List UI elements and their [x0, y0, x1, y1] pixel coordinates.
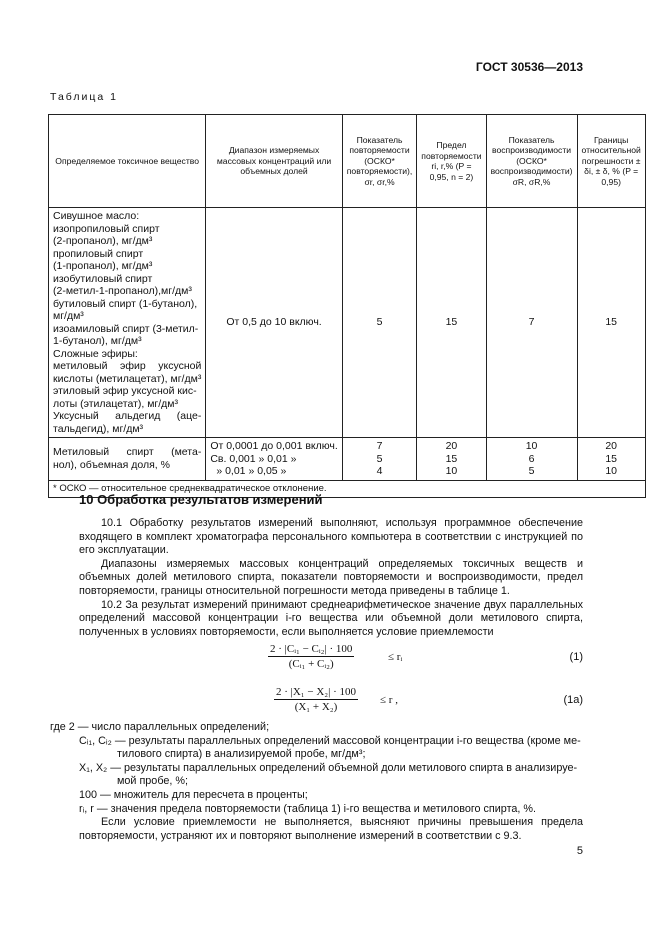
cell-error-bounds: 15 [577, 208, 645, 438]
cell-repeatability-index: 5 [342, 208, 417, 438]
formula-1a-denominator: (X₁ + X₂) [294, 701, 338, 713]
section-body [79, 517, 583, 639]
substance-line: изоамиловый спирт (3-метил- [53, 322, 199, 335]
value: 15 [445, 452, 458, 465]
table-caption: Таблица 1 [50, 91, 118, 103]
range-line: » 0,01 » 0,05 » [216, 465, 287, 477]
document-header: ГОСТ 30536—2013 [475, 60, 583, 74]
where-line-2a: Cᵢ₁, Cᵢ₂ — результаты параллельных определений массовой концентрации i-го вещества (кроме ме- [79, 734, 581, 747]
formula-1-denominator: (Cᵢ₁ + Cᵢ₂) [288, 658, 334, 670]
substance-line: Сивушное масло: [53, 210, 140, 222]
value: 5 [376, 452, 383, 465]
value: 10 [445, 465, 458, 477]
substance-line: лоты (этилацетат), мг/дм³ [53, 397, 179, 410]
value: 7 [376, 440, 383, 452]
formula-1a-fraction [274, 686, 358, 713]
range-line: Св. 0,001 » 0,01 » [210, 452, 297, 465]
value: 5 [528, 465, 535, 477]
value: 10 [525, 440, 538, 452]
page-number: 5 [576, 845, 583, 857]
substance-line: мг/дм³ [53, 310, 84, 322]
where-line-2b: тилового спирта) в анализируемой пробе, мг/дм³; [117, 748, 366, 761]
substance-line: изобутиловый спирт [53, 272, 153, 285]
paragraph-acceptability: Если условие приемлемости не выполняется, выясняют причины превышения предела повторяемости, устраняют их и повторяют выполнение измерений в соответствии с 9.3. [79, 816, 583, 842]
cell-repeatability-limit: 15 [417, 208, 486, 438]
formula-1-rhs: ≤ rᵢ [388, 651, 403, 663]
where-block [50, 721, 583, 843]
formula-1-fraction [268, 643, 354, 670]
header-range: Диапазон измеряемых массовых концентраций или объемных долей [206, 115, 342, 208]
table-row-fusel-oil [49, 208, 646, 438]
where-line-5: rᵢ, r — значения предела повторяемости (таблица 1) i-го вещества и метилового спирта, %. [79, 802, 537, 815]
cell-error-bounds-methanol [577, 438, 645, 481]
substance-line: кислоты (метилацетат), мг/дм³ [53, 372, 202, 385]
substance-line: бутиловый спирт (1-бутанол), [53, 297, 198, 310]
table-header-row [49, 115, 646, 208]
cell-repeatability-limit-methanol [417, 438, 486, 481]
substance-line: Уксусный альдегид (аце- [53, 410, 202, 422]
range-line: От 0,0001 до 0,001 включ. [210, 440, 338, 452]
paragraph-10-1: 10.1 Обработку результатов измерений выполняют, используя программное обеспечение входящего в комплект хроматографа персонального компьютера в соответствии с инструкцией по его эксплуатации. [79, 517, 583, 557]
substance-line: нол), объемная доля, % [53, 458, 170, 471]
formula-1-number: (1) [569, 651, 583, 663]
where-line-4: 100 — множитель для пересчета в проценты; [79, 788, 308, 801]
paragraph-ranges: Диапазоны измеряемых массовых концентраций определяемых токсичных веществ и объемных долей метилового спирта, показатели повторяемости и воспроизводимости, предел повторяемости, границы относительной погрешности метода приведены в таблице 1. [79, 557, 583, 597]
cell-substance-list [49, 208, 206, 438]
substance-line: 1-бутанол), мг/дм³ [53, 335, 142, 347]
substance-line: (2-пропанол), мг/дм³ [53, 235, 153, 247]
table-1 [48, 114, 646, 498]
substance-line: Сложные эфиры: [53, 347, 138, 360]
substance-line: тальдегид), мг/дм³ [53, 422, 144, 435]
substance-line: Метиловый спирт (мета- [53, 446, 202, 459]
formula-1a-rhs: ≤ r , [380, 694, 398, 706]
substance-line: метиловый эфир уксусной [53, 360, 202, 372]
formula-1-numerator: 2 · |Cᵢ₁ − Cᵢ₂| · 100 [270, 643, 353, 655]
value: 15 [605, 452, 618, 465]
header-error-bounds: Границы относительной погрешности ± δi, ± δ, % (P = 0,95) [577, 115, 645, 208]
cell-range: От 0,5 до 10 включ. [206, 208, 342, 438]
value: 4 [376, 465, 383, 477]
where-line-3b: мой пробе, %; [117, 775, 188, 788]
substance-line: изопропиловый спирт [53, 222, 160, 235]
value: 20 [445, 440, 458, 452]
header-repeatability-index: Показатель повторяемости (ОСКО* повторяемости), σr, σr,% [342, 115, 417, 208]
header-substance: Определяемое токсичное вещество [49, 115, 206, 208]
cell-repeatability-index-methanol [342, 438, 417, 481]
paragraph-10-2: 10.2 За результат измерений принимают среднеарифметическое значение двух параллельных определений массовой концентрации i-го вещества или объемной доли метилового спирта, полученных в условиях повторяемости, если выполняется условие приемлемости [79, 598, 583, 638]
cell-substance-methanol [49, 438, 206, 481]
formula-1a-number: (1а) [563, 694, 583, 706]
formula-1a-numerator: 2 · |X₁ − X₂| · 100 [276, 686, 356, 698]
substance-line: этиловый эфир уксусной кис- [53, 385, 197, 397]
section-title: 10 Обработка результатов измерений [79, 492, 323, 507]
substance-line: пропиловый спирт [53, 247, 144, 260]
cell-reproducibility-index: 7 [486, 208, 577, 438]
header-reproducibility-index: Показатель воспроизводимости (ОСКО* воспроизводимости) σR, σR,% [486, 115, 577, 208]
value: 10 [605, 465, 618, 477]
cell-range-methanol [206, 438, 342, 481]
table-footnote: * ОСКО — относительное среднеквадратическое отклонение. [49, 480, 646, 498]
where-line-1: где 2 — число параллельных определений; [50, 721, 270, 733]
where-line-3a: X₁, X₂ — результаты параллельных определений объемной доли метилового спирта в анализируе- [79, 761, 578, 774]
cell-reproducibility-index-methanol [486, 438, 577, 481]
substance-line: (2-метил-1-пропанол),мг/дм³ [53, 285, 192, 297]
header-repeatability-limit: Предел повторяемости ri, r,% (P = 0,95, n = 2) [417, 115, 486, 208]
value: 6 [528, 452, 535, 465]
value: 20 [605, 440, 618, 452]
table-row-methanol [49, 438, 646, 481]
substance-line: (1-пропанол), мг/дм³ [53, 260, 153, 272]
